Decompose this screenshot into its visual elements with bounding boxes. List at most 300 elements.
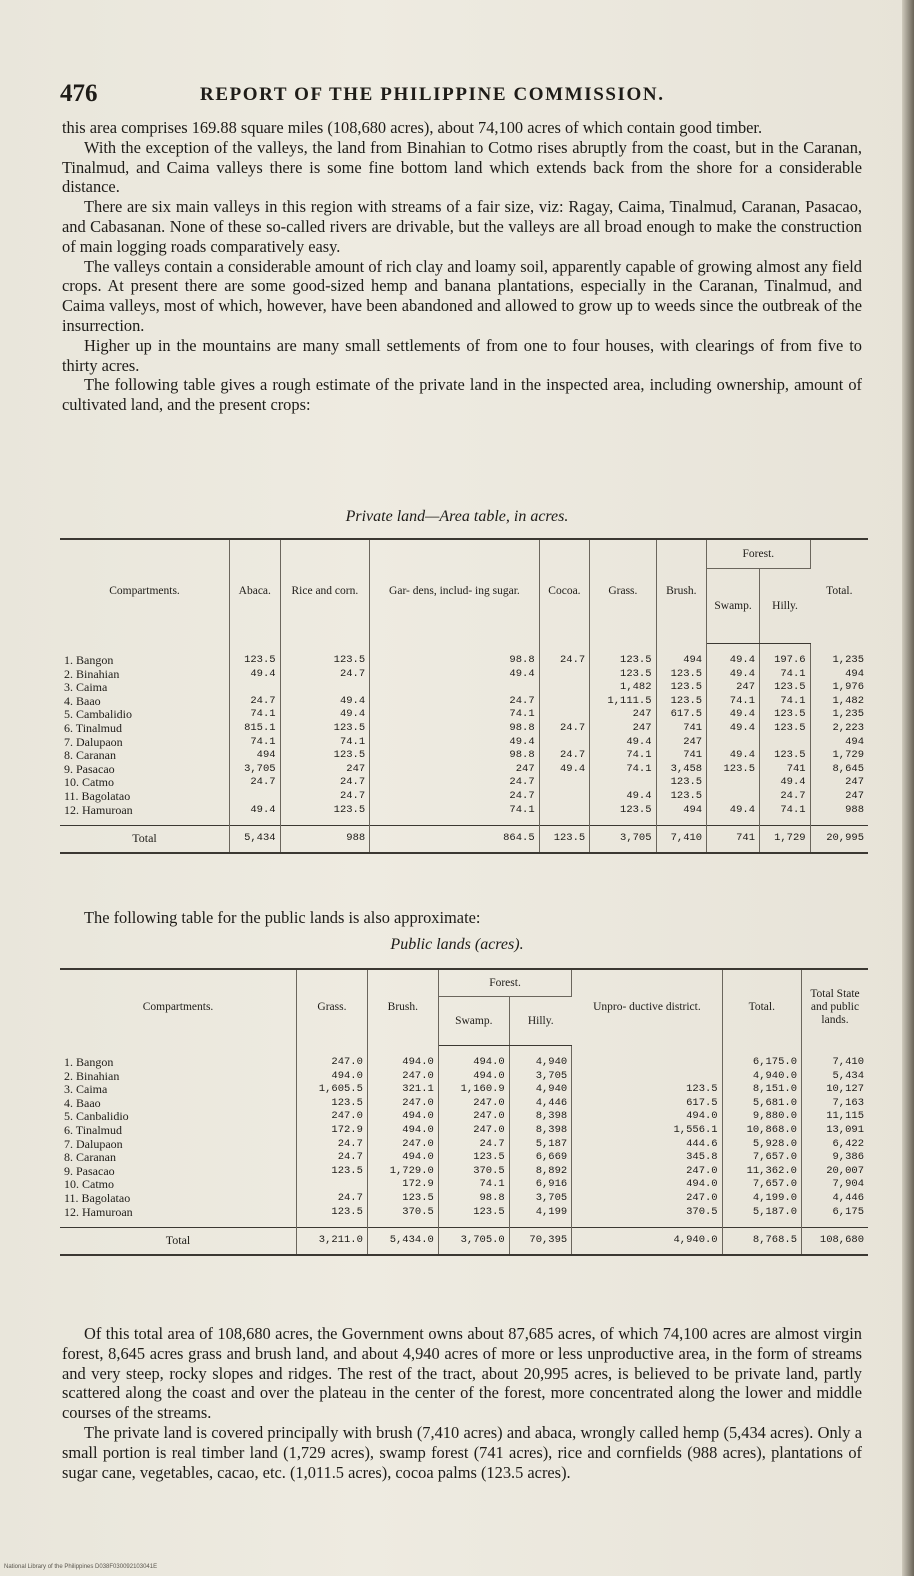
table-cell: 49.4 — [760, 776, 811, 790]
table-cell: 1,235 — [832, 708, 864, 721]
table-cell: 1,482 — [832, 694, 864, 707]
compartment-name: 9. Pasacao — [60, 763, 230, 777]
table-cell: 24.7 — [297, 1192, 368, 1206]
table-cell — [230, 681, 281, 695]
table-cell: 49.4 — [590, 736, 656, 750]
table-cell: 247.0 — [572, 1192, 722, 1206]
table-cell: 123.5 — [367, 1192, 438, 1206]
table-cell: 74.1 — [280, 736, 370, 750]
total-cell: 4,940.0 — [572, 1228, 722, 1255]
table-cell: 3,705 — [230, 763, 281, 777]
col-state-total: Total State and public lands. — [802, 969, 869, 1046]
table-cell: 49.4 — [280, 695, 370, 709]
total-label: Total — [60, 1228, 297, 1255]
table-cell: 123.5 — [656, 695, 707, 709]
table-cell: 5,187 — [509, 1138, 572, 1152]
table-cell: 4,199 — [509, 1206, 572, 1228]
table-cell: 11,362.0 — [722, 1165, 801, 1179]
table-cell: 24.7 — [539, 749, 590, 763]
table-cell: 123.5 — [760, 681, 811, 695]
table-cell: 988 — [845, 803, 864, 816]
table-cell: 7,904 — [832, 1178, 864, 1191]
table-cell: 494.0 — [367, 1110, 438, 1124]
total-cell: 8,768.5 — [722, 1228, 801, 1255]
public-table-caption: Public lands (acres). — [390, 936, 524, 953]
page-header — [60, 80, 860, 110]
total-label: Total — [60, 826, 230, 853]
table-cell: 6,422 — [832, 1137, 864, 1150]
col-hilly: Hilly. — [760, 569, 811, 644]
table-cell — [539, 736, 590, 750]
compartment-name: 5. Canbalidio — [60, 1110, 297, 1124]
table-cell: 49.4 — [590, 790, 656, 804]
total-cell: 5,434 — [230, 826, 281, 853]
table-cell: 247 — [280, 763, 370, 777]
table-cell: 24.7 — [280, 776, 370, 790]
table-cell: 4,940.0 — [722, 1070, 801, 1084]
paragraph: There are six main valleys in this region with streams of a fair size, viz: Ragay, Caima, Tinalmud, Caranan, Pasacao, and Cabasanan. None of these so-called rivers are drivable, but the valleys are all broad enough to make the construction of main logging roads comparatively easy. — [62, 197, 862, 256]
table-cell: 8,645 — [832, 762, 864, 775]
table-cell: 617.5 — [656, 708, 707, 722]
table-row — [60, 1165, 868, 1179]
compartment-name: 12. Hamuroan — [60, 804, 230, 826]
table-cell: 74.1 — [590, 749, 656, 763]
table-cell: 1,160.9 — [438, 1083, 509, 1097]
table-cell: 24.7 — [370, 790, 539, 804]
table-cell: 10,127 — [826, 1083, 864, 1096]
table-cell: 494.0 — [572, 1110, 722, 1124]
table-cell: 4,446 — [509, 1097, 572, 1111]
table-cell: 172.9 — [297, 1124, 368, 1138]
table-cell: 5,928.0 — [722, 1138, 801, 1152]
table-cell: 6,916 — [509, 1178, 572, 1192]
table-cell: 815.1 — [230, 722, 281, 736]
table-cell: 123.5 — [230, 644, 281, 668]
table-row — [60, 1206, 868, 1228]
total-cell: 741 — [707, 826, 760, 853]
table-row — [60, 763, 868, 777]
table-cell: 247.0 — [297, 1110, 368, 1124]
table-row — [60, 668, 868, 682]
table-cell: 49.4 — [707, 749, 760, 763]
table-row — [60, 804, 868, 826]
total-cell: 70,395 — [509, 1228, 572, 1255]
table-row — [60, 776, 868, 790]
table-cell: 98.8 — [370, 749, 539, 763]
table-cell: 247.0 — [438, 1097, 509, 1111]
total-cell: 1,729 — [760, 826, 811, 853]
compartment-name: 4. Baao — [60, 695, 230, 709]
public-lands-table — [60, 968, 868, 1256]
table-cell: 123.5 — [656, 681, 707, 695]
col-gardens: Gar- dens, includ- ing sugar. — [370, 539, 539, 644]
private-land-table — [60, 538, 868, 854]
table-cell: 123.5 — [590, 804, 656, 826]
table-cell — [590, 776, 656, 790]
table-cell: 1,111.5 — [590, 695, 656, 709]
table-cell: 370.5 — [572, 1206, 722, 1228]
table-cell: 98.8 — [370, 722, 539, 736]
table-cell: 74.1 — [760, 804, 811, 826]
table-cell: 49.4 — [370, 668, 539, 682]
table-cell: 3,458 — [656, 763, 707, 777]
table-row — [60, 736, 868, 750]
table-cell: 123.5 — [280, 644, 370, 668]
table-cell: 123.5 — [760, 722, 811, 736]
total-cell: 5,434.0 — [367, 1228, 438, 1255]
table-cell: 247 — [845, 789, 864, 802]
col-total: Total. — [722, 969, 801, 1046]
table-cell — [707, 776, 760, 790]
total-cell: 108,680 — [802, 1228, 869, 1255]
table-cell: 247 — [590, 722, 656, 736]
table-cell: 74.1 — [760, 695, 811, 709]
compartment-name: 10. Catmo — [60, 1178, 297, 1192]
table-row — [60, 790, 868, 804]
table-cell: 741 — [760, 763, 811, 777]
table-cell: 4,199.0 — [722, 1192, 801, 1206]
table-cell: 247 — [845, 776, 864, 789]
table-cell: 123.5 — [438, 1151, 509, 1165]
table-cell: 123.5 — [297, 1206, 368, 1228]
table-cell: 5,434 — [832, 1069, 864, 1082]
table-cell: 4,446 — [832, 1191, 864, 1204]
paragraph: With the exception of the valleys, the land from Binahian to Cotmo rises abruptly from the coast, but in the Caranan, Tinalmud, and Caima valleys there is some fine bottom land which extends back from the shore for a considerable distance. — [62, 137, 862, 197]
table-cell: 494.0 — [367, 1151, 438, 1165]
table-row — [60, 1070, 868, 1084]
compartment-name: 8. Caranan — [60, 749, 230, 763]
table-cell: 24.7 — [280, 668, 370, 682]
table-cell: 13,091 — [826, 1123, 864, 1136]
public-intro: The following table for the public lands is also approximate: — [84, 908, 481, 927]
table-cell: 247.0 — [297, 1046, 368, 1070]
table-cell: 741 — [656, 749, 707, 763]
table-cell — [280, 681, 370, 695]
table-row — [60, 1151, 868, 1165]
total-row — [60, 826, 868, 853]
total-cell: 988 — [280, 826, 370, 853]
paragraph: this area comprises 169.88 square miles (108,680 acres), about 74,100 acres of which contain good timber. — [62, 118, 763, 137]
page-number: 476 — [60, 80, 98, 107]
compartment-name: 5. Cambalidio — [60, 708, 230, 722]
table-cell: 494.0 — [572, 1178, 722, 1192]
table-cell: 24.7 — [370, 776, 539, 790]
table-cell — [539, 790, 590, 804]
table-cell: 49.4 — [230, 804, 281, 826]
total-cell: 3,705.0 — [438, 1228, 509, 1255]
paragraph: The valleys contain a considerable amount of rich clay and loamy soil, apparently capable of growing almost any field crops. At present there are some good-sized hemp and banana plantations, especially in the Caranan, Tinalmud, and Caima valleys, most of which, however, have been abandoned and allowed to grow up to weeds since the outbreak of the insurrection. — [62, 256, 862, 335]
compartment-name: 1. Bangon — [60, 1046, 297, 1070]
table-cell: 7,410 — [832, 1055, 864, 1068]
table-cell: 247.0 — [367, 1138, 438, 1152]
table-cell: 3,705 — [509, 1070, 572, 1084]
table-cell: 74.1 — [230, 736, 281, 750]
table-cell — [572, 1070, 722, 1084]
table-cell: 247 — [590, 708, 656, 722]
table-row — [60, 1083, 868, 1097]
total-cell: 864.5 — [370, 826, 539, 853]
compartment-name: 12. Hamuroan — [60, 1206, 297, 1228]
table-cell: 123.5 — [656, 668, 707, 682]
table-cell: 123.5 — [297, 1165, 368, 1179]
table-cell: 74.1 — [438, 1178, 509, 1192]
paragraph: The private land is covered principally with brush (7,410 acres) and abaca, wrongly called hemp (5,434 acres). Only a small portion is real timber land (1,729 acres), swamp forest (741 acres), rice and cornfields (988 acres), plantations of sugar cane, vegetables, cacao, etc. (1,011.5 acres), cocoa palms (123.5 acres). — [62, 1422, 862, 1482]
table-cell: 49.4 — [539, 763, 590, 777]
table-cell: 24.7 — [438, 1138, 509, 1152]
table-cell: 494 — [845, 667, 864, 680]
table-cell: 123.5 — [280, 722, 370, 736]
total-cell: 20,995 — [810, 826, 868, 853]
table-cell: 123.5 — [297, 1097, 368, 1111]
col-swamp: Swamp. — [438, 997, 509, 1046]
table-cell: 11,115 — [826, 1110, 864, 1123]
table-cell: 123.5 — [280, 804, 370, 826]
total-cell: 3,211.0 — [297, 1228, 368, 1255]
table-cell: 172.9 — [367, 1178, 438, 1192]
table-cell: 74.1 — [590, 763, 656, 777]
table-cell: 49.4 — [370, 736, 539, 750]
table-cell: 494.0 — [438, 1070, 509, 1084]
paragraph: Higher up in the mountains are many small settlements of from one to four houses, with clearings of from five to thirty acres. — [62, 335, 862, 375]
table-cell — [539, 776, 590, 790]
table-cell: 494 — [656, 804, 707, 826]
table-cell: 1,556.1 — [572, 1124, 722, 1138]
table-cell: 123.5 — [572, 1083, 722, 1097]
table-cell: 6,175.0 — [722, 1046, 801, 1070]
table-cell: 24.7 — [539, 644, 590, 668]
table-cell: 123.5 — [707, 763, 760, 777]
table-row — [60, 1097, 868, 1111]
closing-text — [62, 1324, 862, 1482]
table-cell: 74.1 — [707, 695, 760, 709]
table-cell: 247 — [707, 681, 760, 695]
table-cell: 1,976 — [832, 681, 864, 694]
table-row — [60, 1178, 868, 1192]
col-forest: Forest. — [438, 969, 571, 997]
col-compartments: Compartments. — [60, 969, 297, 1046]
table-row — [60, 722, 868, 736]
table-cell — [760, 736, 811, 750]
table-cell: 4,940 — [509, 1083, 572, 1097]
table-cell: 7,657.0 — [722, 1151, 801, 1165]
compartment-name: 7. Dalupaon — [60, 1138, 297, 1152]
total-cell: 123.5 — [539, 826, 590, 853]
col-unproductive: Unpro- ductive district. — [572, 969, 722, 1046]
table-cell: 24.7 — [370, 695, 539, 709]
table-cell: 741 — [656, 722, 707, 736]
table-cell: 247.0 — [367, 1070, 438, 1084]
col-swamp: Swamp. — [707, 569, 760, 644]
table-row — [60, 1192, 868, 1206]
table-cell: 617.5 — [572, 1097, 722, 1111]
total-cell: 3,705 — [590, 826, 656, 853]
table-cell: 3,705 — [509, 1192, 572, 1206]
table-cell: 9,880.0 — [722, 1110, 801, 1124]
table-cell: 24.7 — [297, 1151, 368, 1165]
intro-text — [62, 118, 862, 415]
table-cell — [572, 1046, 722, 1070]
table-cell: 123.5 — [760, 708, 811, 722]
table-cell: 345.8 — [572, 1151, 722, 1165]
table-cell: 74.1 — [760, 668, 811, 682]
table-cell: 1,729.0 — [367, 1165, 438, 1179]
private-table-body — [60, 644, 868, 853]
table-cell: 49.4 — [707, 708, 760, 722]
page-edge-shadow — [902, 0, 914, 1576]
compartment-name: 1. Bangon — [60, 644, 230, 668]
col-brush: Brush. — [656, 539, 707, 644]
table-cell: 123.5 — [656, 776, 707, 790]
table-cell: 74.1 — [230, 708, 281, 722]
public-table-body — [60, 1046, 868, 1255]
table-cell: 494.0 — [367, 1124, 438, 1138]
compartment-name: 11. Bagolatao — [60, 790, 230, 804]
table-cell — [539, 804, 590, 826]
table-row — [60, 1124, 868, 1138]
table-cell: 123.5 — [590, 668, 656, 682]
table-cell: 494 — [230, 749, 281, 763]
table-cell: 123.5 — [656, 790, 707, 804]
table-cell: 7,163 — [832, 1096, 864, 1109]
col-cocoa: Cocoa. — [539, 539, 590, 644]
table-cell: 494.0 — [367, 1046, 438, 1070]
table-cell — [370, 681, 539, 695]
table-cell: 197.6 — [760, 644, 811, 668]
col-compartments: Compartments. — [60, 539, 230, 644]
col-rice: Rice and corn. — [280, 539, 370, 644]
table-cell: 24.7 — [760, 790, 811, 804]
table-cell: 49.4 — [707, 804, 760, 826]
table-row — [60, 1138, 868, 1152]
table-cell: 5,681.0 — [722, 1097, 801, 1111]
table-cell: 49.4 — [707, 644, 760, 668]
table-cell: 24.7 — [230, 695, 281, 709]
table-cell: 247.0 — [438, 1110, 509, 1124]
paragraph: Of this total area of 108,680 acres, the Government owns about 87,685 acres, of which 74,100 acres are almost virgin forest, 8,645 acres grass and brush land, and about 4,940 acres of more or less unproductive area, in the form of streams and very steep, rocky slopes and ridges. The rest of the tract, about 20,995 acres, is believed to be private land, partly scattered along the coast and over the plateau in the center of the forest, more concentrated along the lower and middle courses of the streams. — [62, 1324, 862, 1423]
table-cell: 74.1 — [370, 708, 539, 722]
col-forest: Forest. — [707, 539, 810, 569]
table-cell — [707, 736, 760, 750]
table-row — [60, 1046, 868, 1070]
table-row — [60, 749, 868, 763]
table-cell: 6,669 — [509, 1151, 572, 1165]
table-cell: 4,940 — [509, 1046, 572, 1070]
compartment-name: 6. Tinalmud — [60, 722, 230, 736]
table-cell: 494 — [656, 644, 707, 668]
table-cell: 247 — [656, 736, 707, 750]
compartment-name: 2. Binahian — [60, 668, 230, 682]
total-row — [60, 1228, 868, 1255]
table-cell: 370.5 — [438, 1165, 509, 1179]
table-cell: 98.8 — [370, 644, 539, 668]
table-cell — [539, 708, 590, 722]
table-cell — [297, 1178, 368, 1192]
table-cell: 24.7 — [539, 722, 590, 736]
table-cell: 1,729 — [832, 749, 864, 762]
table-cell: 8,151.0 — [722, 1083, 801, 1097]
table-cell: 247.0 — [572, 1165, 722, 1179]
table-cell: 247 — [370, 763, 539, 777]
table-cell: 24.7 — [280, 790, 370, 804]
table-cell: 444.6 — [572, 1138, 722, 1152]
table-cell — [707, 790, 760, 804]
table-cell — [230, 790, 281, 804]
table-cell: 98.8 — [438, 1192, 509, 1206]
compartment-name: 8. Caranan — [60, 1151, 297, 1165]
table-cell: 494.0 — [438, 1046, 509, 1070]
col-abaca: Abaca. — [230, 539, 281, 644]
table-cell: 1,235 — [832, 653, 864, 666]
table-cell: 5,187.0 — [722, 1206, 801, 1228]
table-row — [60, 644, 868, 668]
col-grass: Grass. — [590, 539, 656, 644]
scan-footer: National Library of the Philippines D038F030092103041E — [4, 1564, 158, 1570]
table-cell: 10,868.0 — [722, 1124, 801, 1138]
table-row — [60, 695, 868, 709]
table-cell — [539, 681, 590, 695]
col-total: Total. — [810, 539, 868, 644]
table-cell: 1,605.5 — [297, 1083, 368, 1097]
table-cell: 247.0 — [367, 1097, 438, 1111]
table-cell: 8,398 — [509, 1110, 572, 1124]
table-row — [60, 708, 868, 722]
compartment-name: 10. Catmo — [60, 776, 230, 790]
table-cell: 24.7 — [297, 1138, 368, 1152]
table-cell: 8,892 — [509, 1165, 572, 1179]
total-cell: 7,410 — [656, 826, 707, 853]
table-cell: 123.5 — [280, 749, 370, 763]
running-head: REPORT OF THE PHILIPPINE COMMISSION. — [200, 84, 665, 105]
table-cell: 49.4 — [230, 668, 281, 682]
private-table-caption: Private land—Area table, in acres. — [345, 508, 569, 525]
table-cell: 123.5 — [590, 644, 656, 668]
table-cell: 494 — [845, 735, 864, 748]
table-cell: 8,398 — [509, 1124, 572, 1138]
compartment-name: 3. Caima — [60, 681, 230, 695]
table-cell: 370.5 — [367, 1206, 438, 1228]
col-brush: Brush. — [367, 969, 438, 1046]
table-cell: 321.1 — [367, 1083, 438, 1097]
table-cell: 7,657.0 — [722, 1178, 801, 1192]
paragraph: The following table gives a rough estimate of the private land in the inspected area, including ownership, amount of cultivated land, and the present crops: — [62, 375, 862, 415]
table-cell: 123.5 — [438, 1206, 509, 1228]
table-cell: 49.4 — [707, 668, 760, 682]
table-cell: 494.0 — [297, 1070, 368, 1084]
table-row — [60, 1110, 868, 1124]
table-cell: 2,223 — [832, 721, 864, 734]
compartment-name: 7. Dalupaon — [60, 736, 230, 750]
table-row — [60, 681, 868, 695]
col-grass: Grass. — [297, 969, 368, 1046]
table-cell — [539, 668, 590, 682]
compartment-name: 6. Tinalmud — [60, 1124, 297, 1138]
compartment-name: 4. Baao — [60, 1097, 297, 1111]
table-cell: 20,007 — [826, 1164, 864, 1177]
table-cell: 9,386 — [832, 1151, 864, 1164]
table-cell: 24.7 — [230, 776, 281, 790]
table-cell: 49.4 — [280, 708, 370, 722]
table-cell: 247.0 — [438, 1124, 509, 1138]
compartment-name: 3. Caima — [60, 1083, 297, 1097]
table-cell: 6,175 — [832, 1205, 864, 1218]
compartment-name: 2. Binahian — [60, 1070, 297, 1084]
col-hilly: Hilly. — [509, 997, 572, 1046]
compartment-name: 11. Bagolatao — [60, 1192, 297, 1206]
compartment-name: 9. Pasacao — [60, 1165, 297, 1179]
table-cell — [539, 695, 590, 709]
table-cell: 1,482 — [590, 681, 656, 695]
table-cell: 49.4 — [707, 722, 760, 736]
